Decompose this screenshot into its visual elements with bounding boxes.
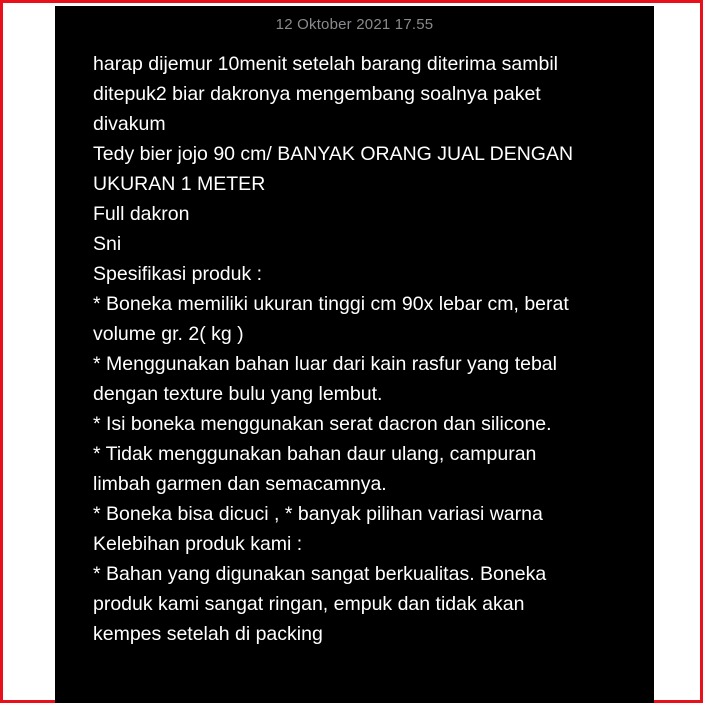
note-line: * Boneka bisa dicuci , * banyak pilihan variasi warna xyxy=(93,503,543,525)
note-line: divakum xyxy=(93,113,166,135)
note-line: Tedy bier jojo 90 cm/ BANYAK ORANG JUAL DENGAN xyxy=(93,143,574,165)
note-line: Kelebihan produk kami : xyxy=(93,533,303,555)
note-line: * Bahan yang digunakan sangat berkualitas. Boneka xyxy=(93,563,547,585)
note-line: UKURAN 1 METER xyxy=(93,173,266,195)
note-line: * Boneka memiliki ukuran tinggi cm 90x lebar cm, berat xyxy=(93,293,569,315)
note-line: * Isi boneka menggunakan serat dacron dan silicone. xyxy=(93,413,552,435)
note-line: * Menggunakan bahan luar dari kain rasfur yang tebal xyxy=(93,353,557,375)
note-line: Full dakron xyxy=(93,203,190,225)
note-line: dengan texture bulu yang lembut. xyxy=(93,383,383,405)
note-body-text[interactable] xyxy=(93,49,638,649)
note-timestamp: 12 Oktober 2021 17.55 xyxy=(275,16,434,33)
note-line: kempes setelah di packing xyxy=(93,623,323,645)
note-line: Sni xyxy=(93,233,122,255)
note-line: limbah garmen dan semacamnya. xyxy=(93,473,387,495)
note-line: * Tidak menggunakan bahan daur ulang, campuran xyxy=(93,443,537,465)
note-line: volume gr. 2( kg ) xyxy=(93,323,244,345)
note-line: harap dijemur 10menit setelah barang diterima sambil xyxy=(93,53,558,75)
note-line: produk kami sangat ringan, empuk dan tidak akan xyxy=(93,593,525,615)
note-line: Spesifikasi produk : xyxy=(93,263,263,285)
note-line: ditepuk2 biar dakronya mengembang soalnya paket xyxy=(93,83,541,105)
notes-screen xyxy=(55,6,654,703)
